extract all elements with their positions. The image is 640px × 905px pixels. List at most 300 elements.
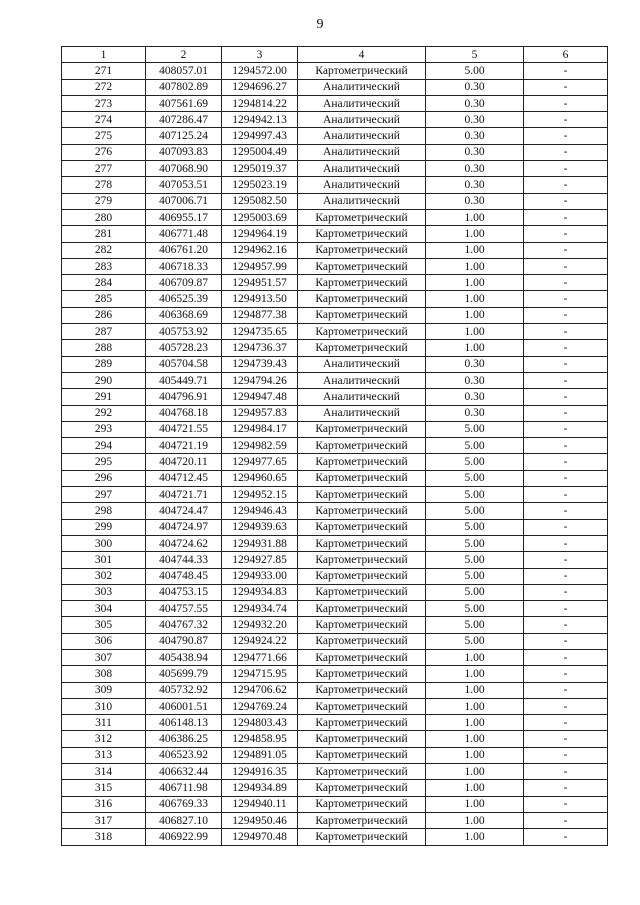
x-coordinate-cell: 407053.51 [146, 177, 222, 193]
y-coordinate-cell: 1295003.69 [222, 209, 298, 225]
point-number-cell: 293 [62, 421, 146, 437]
x-coordinate-cell: 404721.19 [146, 438, 222, 454]
accuracy-cell: 5.00 [426, 63, 524, 79]
y-coordinate-cell: 1294957.83 [222, 405, 298, 421]
point-number-cell: 281 [62, 226, 146, 242]
method-cell: Картометрический [298, 421, 426, 437]
y-coordinate-cell: 1294970.48 [222, 829, 298, 845]
method-cell: Картометрический [298, 698, 426, 714]
table-header-row [62, 47, 608, 63]
method-cell: Картометрический [298, 503, 426, 519]
table-row [62, 764, 608, 780]
accuracy-cell: 5.00 [426, 633, 524, 649]
accuracy-cell: 0.30 [426, 389, 524, 405]
point-number-cell: 303 [62, 584, 146, 600]
x-coordinate-cell: 407561.69 [146, 95, 222, 111]
note-cell: - [524, 666, 608, 682]
point-number-cell: 283 [62, 258, 146, 274]
method-cell: Аналитический [298, 356, 426, 372]
x-coordinate-cell: 407093.83 [146, 144, 222, 160]
note-cell: - [524, 144, 608, 160]
table-row [62, 552, 608, 568]
note-cell: - [524, 633, 608, 649]
y-coordinate-cell: 1294947.48 [222, 389, 298, 405]
accuracy-cell: 1.00 [426, 698, 524, 714]
x-coordinate-cell: 404744.33 [146, 552, 222, 568]
y-coordinate-cell: 1294932.20 [222, 617, 298, 633]
y-coordinate-cell: 1294736.37 [222, 340, 298, 356]
accuracy-cell: 1.00 [426, 209, 524, 225]
x-coordinate-cell: 404768.18 [146, 405, 222, 421]
x-coordinate-cell: 407802.89 [146, 79, 222, 95]
method-cell: Картометрический [298, 780, 426, 796]
accuracy-cell: 1.00 [426, 649, 524, 665]
y-coordinate-cell: 1294927.85 [222, 552, 298, 568]
point-number-cell: 297 [62, 487, 146, 503]
accuracy-cell: 0.30 [426, 112, 524, 128]
x-coordinate-cell: 404748.45 [146, 568, 222, 584]
accuracy-cell: 1.00 [426, 291, 524, 307]
note-cell: - [524, 324, 608, 340]
method-cell: Картометрический [298, 633, 426, 649]
method-cell: Картометрический [298, 682, 426, 698]
method-cell: Картометрический [298, 307, 426, 323]
method-cell: Картометрический [298, 747, 426, 763]
method-cell: Картометрический [298, 470, 426, 486]
point-number-cell: 285 [62, 291, 146, 307]
y-coordinate-cell: 1294739.43 [222, 356, 298, 372]
column-header-5: 5 [426, 47, 524, 63]
point-number-cell: 284 [62, 275, 146, 291]
accuracy-cell: 1.00 [426, 764, 524, 780]
accuracy-cell: 0.30 [426, 144, 524, 160]
accuracy-cell: 0.30 [426, 161, 524, 177]
accuracy-cell: 0.30 [426, 356, 524, 372]
accuracy-cell: 5.00 [426, 421, 524, 437]
method-cell: Картометрический [298, 226, 426, 242]
table-row [62, 307, 608, 323]
note-cell: - [524, 649, 608, 665]
y-coordinate-cell: 1294706.62 [222, 682, 298, 698]
table-row [62, 79, 608, 95]
y-coordinate-cell: 1294957.99 [222, 258, 298, 274]
y-coordinate-cell: 1294572.00 [222, 63, 298, 79]
table-row [62, 226, 608, 242]
y-coordinate-cell: 1294858.95 [222, 731, 298, 747]
note-cell: - [524, 177, 608, 193]
x-coordinate-cell: 405753.92 [146, 324, 222, 340]
method-cell: Картометрический [298, 568, 426, 584]
y-coordinate-cell: 1294964.19 [222, 226, 298, 242]
y-coordinate-cell: 1294984.17 [222, 421, 298, 437]
accuracy-cell: 1.00 [426, 275, 524, 291]
accuracy-cell: 5.00 [426, 535, 524, 551]
table-row [62, 275, 608, 291]
note-cell: - [524, 258, 608, 274]
table-row [62, 161, 608, 177]
note-cell: - [524, 812, 608, 828]
point-number-cell: 288 [62, 340, 146, 356]
point-number-cell: 277 [62, 161, 146, 177]
accuracy-cell: 1.00 [426, 812, 524, 828]
table-row [62, 372, 608, 388]
point-number-cell: 296 [62, 470, 146, 486]
accuracy-cell: 0.30 [426, 79, 524, 95]
accuracy-cell: 1.00 [426, 258, 524, 274]
accuracy-cell: 0.30 [426, 177, 524, 193]
note-cell: - [524, 128, 608, 144]
method-cell: Аналитический [298, 161, 426, 177]
accuracy-cell: 1.00 [426, 731, 524, 747]
method-cell: Аналитический [298, 144, 426, 160]
accuracy-cell: 1.00 [426, 242, 524, 258]
accuracy-cell: 1.00 [426, 666, 524, 682]
point-number-cell: 294 [62, 438, 146, 454]
x-coordinate-cell: 404790.87 [146, 633, 222, 649]
x-coordinate-cell: 406525.39 [146, 291, 222, 307]
note-cell: - [524, 95, 608, 111]
point-number-cell: 271 [62, 63, 146, 79]
x-coordinate-cell: 404712.45 [146, 470, 222, 486]
note-cell: - [524, 112, 608, 128]
accuracy-cell: 5.00 [426, 454, 524, 470]
method-cell: Картометрический [298, 601, 426, 617]
y-coordinate-cell: 1294934.83 [222, 584, 298, 600]
accuracy-cell: 1.00 [426, 747, 524, 763]
point-number-cell: 298 [62, 503, 146, 519]
note-cell: - [524, 356, 608, 372]
table-row [62, 633, 608, 649]
table-row [62, 438, 608, 454]
x-coordinate-cell: 406711.98 [146, 780, 222, 796]
table-row [62, 421, 608, 437]
accuracy-cell: 0.30 [426, 372, 524, 388]
column-header-4: 4 [298, 47, 426, 63]
accuracy-cell: 5.00 [426, 503, 524, 519]
method-cell: Картометрический [298, 552, 426, 568]
method-cell: Картометрический [298, 584, 426, 600]
note-cell: - [524, 698, 608, 714]
y-coordinate-cell: 1294940.11 [222, 796, 298, 812]
y-coordinate-cell: 1294814.22 [222, 95, 298, 111]
y-coordinate-cell: 1294997.43 [222, 128, 298, 144]
accuracy-cell: 1.00 [426, 226, 524, 242]
point-number-cell: 278 [62, 177, 146, 193]
table-row [62, 666, 608, 682]
y-coordinate-cell: 1294946.43 [222, 503, 298, 519]
method-cell: Картометрический [298, 829, 426, 845]
point-number-cell: 315 [62, 780, 146, 796]
point-number-cell: 306 [62, 633, 146, 649]
note-cell: - [524, 307, 608, 323]
x-coordinate-cell: 406955.17 [146, 209, 222, 225]
point-number-cell: 302 [62, 568, 146, 584]
accuracy-cell: 0.30 [426, 193, 524, 209]
y-coordinate-cell: 1294794.26 [222, 372, 298, 388]
x-coordinate-cell: 406922.99 [146, 829, 222, 845]
note-cell: - [524, 372, 608, 388]
x-coordinate-cell: 406523.92 [146, 747, 222, 763]
x-coordinate-cell: 405699.79 [146, 666, 222, 682]
column-header-3: 3 [222, 47, 298, 63]
table-row [62, 324, 608, 340]
y-coordinate-cell: 1294977.65 [222, 454, 298, 470]
table-row [62, 568, 608, 584]
point-number-cell: 304 [62, 601, 146, 617]
table-row [62, 584, 608, 600]
table-row [62, 682, 608, 698]
table-body [62, 63, 608, 845]
y-coordinate-cell: 1294696.27 [222, 79, 298, 95]
accuracy-cell: 5.00 [426, 487, 524, 503]
point-number-cell: 295 [62, 454, 146, 470]
note-cell: - [524, 63, 608, 79]
method-cell: Аналитический [298, 193, 426, 209]
accuracy-cell: 5.00 [426, 470, 524, 486]
table-row [62, 812, 608, 828]
x-coordinate-cell: 404720.11 [146, 454, 222, 470]
x-coordinate-cell: 407068.90 [146, 161, 222, 177]
point-number-cell: 287 [62, 324, 146, 340]
note-cell: - [524, 780, 608, 796]
point-number-cell: 273 [62, 95, 146, 111]
accuracy-cell: 0.30 [426, 128, 524, 144]
note-cell: - [524, 829, 608, 845]
table-row [62, 291, 608, 307]
y-coordinate-cell: 1294933.00 [222, 568, 298, 584]
x-coordinate-cell: 405732.92 [146, 682, 222, 698]
y-coordinate-cell: 1294916.35 [222, 764, 298, 780]
method-cell: Аналитический [298, 95, 426, 111]
note-cell: - [524, 764, 608, 780]
method-cell: Картометрический [298, 796, 426, 812]
accuracy-cell: 5.00 [426, 584, 524, 600]
table-row [62, 95, 608, 111]
table-row [62, 144, 608, 160]
accuracy-cell: 1.00 [426, 796, 524, 812]
method-cell: Аналитический [298, 372, 426, 388]
accuracy-cell: 1.00 [426, 682, 524, 698]
table-row [62, 715, 608, 731]
note-cell: - [524, 796, 608, 812]
table-row [62, 193, 608, 209]
y-coordinate-cell: 1294715.95 [222, 666, 298, 682]
method-cell: Картометрический [298, 617, 426, 633]
method-cell: Картометрический [298, 519, 426, 535]
note-cell: - [524, 242, 608, 258]
y-coordinate-cell: 1294952.15 [222, 487, 298, 503]
note-cell: - [524, 617, 608, 633]
table-row [62, 454, 608, 470]
table-row [62, 340, 608, 356]
table-row [62, 780, 608, 796]
table-row [62, 487, 608, 503]
y-coordinate-cell: 1294891.05 [222, 747, 298, 763]
x-coordinate-cell: 406771.48 [146, 226, 222, 242]
x-coordinate-cell: 404753.15 [146, 584, 222, 600]
method-cell: Аналитический [298, 389, 426, 405]
y-coordinate-cell: 1295082.50 [222, 193, 298, 209]
column-header-6: 6 [524, 47, 608, 63]
note-cell: - [524, 405, 608, 421]
method-cell: Картометрический [298, 715, 426, 731]
note-cell: - [524, 454, 608, 470]
method-cell: Аналитический [298, 79, 426, 95]
method-cell: Картометрический [298, 438, 426, 454]
x-coordinate-cell: 406769.33 [146, 796, 222, 812]
method-cell: Аналитический [298, 128, 426, 144]
method-cell: Картометрический [298, 731, 426, 747]
y-coordinate-cell: 1294769.24 [222, 698, 298, 714]
method-cell: Картометрический [298, 487, 426, 503]
point-number-cell: 276 [62, 144, 146, 160]
method-cell: Картометрический [298, 258, 426, 274]
point-number-cell: 308 [62, 666, 146, 682]
y-coordinate-cell: 1294950.46 [222, 812, 298, 828]
point-number-cell: 314 [62, 764, 146, 780]
x-coordinate-cell: 405449.71 [146, 372, 222, 388]
method-cell: Картометрический [298, 340, 426, 356]
method-cell: Картометрический [298, 291, 426, 307]
accuracy-cell: 5.00 [426, 438, 524, 454]
note-cell: - [524, 470, 608, 486]
method-cell: Картометрический [298, 764, 426, 780]
y-coordinate-cell: 1294771.66 [222, 649, 298, 665]
x-coordinate-cell: 406709.87 [146, 275, 222, 291]
point-number-cell: 307 [62, 649, 146, 665]
method-cell: Картометрический [298, 535, 426, 551]
table-row [62, 389, 608, 405]
table-row [62, 698, 608, 714]
accuracy-cell: 1.00 [426, 715, 524, 731]
coordinates-table [61, 46, 608, 846]
y-coordinate-cell: 1294913.50 [222, 291, 298, 307]
note-cell: - [524, 568, 608, 584]
y-coordinate-cell: 1295004.49 [222, 144, 298, 160]
method-cell: Картометрический [298, 666, 426, 682]
accuracy-cell: 0.30 [426, 405, 524, 421]
note-cell: - [524, 552, 608, 568]
method-cell: Аналитический [298, 112, 426, 128]
table-row [62, 535, 608, 551]
table-row [62, 519, 608, 535]
point-number-cell: 274 [62, 112, 146, 128]
y-coordinate-cell: 1294934.89 [222, 780, 298, 796]
table-row [62, 242, 608, 258]
x-coordinate-cell: 404721.55 [146, 421, 222, 437]
note-cell: - [524, 209, 608, 225]
note-cell: - [524, 193, 608, 209]
x-coordinate-cell: 405704.58 [146, 356, 222, 372]
y-coordinate-cell: 1294982.59 [222, 438, 298, 454]
table-row [62, 731, 608, 747]
method-cell: Аналитический [298, 405, 426, 421]
note-cell: - [524, 731, 608, 747]
x-coordinate-cell: 404721.71 [146, 487, 222, 503]
accuracy-cell: 1.00 [426, 340, 524, 356]
y-coordinate-cell: 1295023.19 [222, 177, 298, 193]
x-coordinate-cell: 407006.71 [146, 193, 222, 209]
accuracy-cell: 1.00 [426, 324, 524, 340]
table-row [62, 829, 608, 845]
table-row [62, 177, 608, 193]
note-cell: - [524, 535, 608, 551]
y-coordinate-cell: 1294924.22 [222, 633, 298, 649]
note-cell: - [524, 438, 608, 454]
point-number-cell: 312 [62, 731, 146, 747]
point-number-cell: 286 [62, 307, 146, 323]
method-cell: Картометрический [298, 275, 426, 291]
point-number-cell: 311 [62, 715, 146, 731]
x-coordinate-cell: 406001.51 [146, 698, 222, 714]
point-number-cell: 290 [62, 372, 146, 388]
y-coordinate-cell: 1294934.74 [222, 601, 298, 617]
point-number-cell: 310 [62, 698, 146, 714]
point-number-cell: 317 [62, 812, 146, 828]
note-cell: - [524, 421, 608, 437]
note-cell: - [524, 161, 608, 177]
table-row [62, 601, 608, 617]
x-coordinate-cell: 404767.32 [146, 617, 222, 633]
x-coordinate-cell: 406632.44 [146, 764, 222, 780]
y-coordinate-cell: 1294962.16 [222, 242, 298, 258]
x-coordinate-cell: 407286.47 [146, 112, 222, 128]
x-coordinate-cell: 404796.91 [146, 389, 222, 405]
x-coordinate-cell: 405438.94 [146, 649, 222, 665]
method-cell: Картометрический [298, 649, 426, 665]
note-cell: - [524, 601, 608, 617]
accuracy-cell: 1.00 [426, 829, 524, 845]
table-row [62, 617, 608, 633]
note-cell: - [524, 340, 608, 356]
point-number-cell: 301 [62, 552, 146, 568]
note-cell: - [524, 519, 608, 535]
x-coordinate-cell: 405728.23 [146, 340, 222, 356]
accuracy-cell: 0.30 [426, 95, 524, 111]
note-cell: - [524, 79, 608, 95]
point-number-cell: 299 [62, 519, 146, 535]
note-cell: - [524, 682, 608, 698]
x-coordinate-cell: 406761.20 [146, 242, 222, 258]
table-row [62, 63, 608, 79]
table-row [62, 747, 608, 763]
x-coordinate-cell: 404724.97 [146, 519, 222, 535]
point-number-cell: 309 [62, 682, 146, 698]
y-coordinate-cell: 1294951.57 [222, 275, 298, 291]
accuracy-cell: 1.00 [426, 307, 524, 323]
point-number-cell: 280 [62, 209, 146, 225]
point-number-cell: 279 [62, 193, 146, 209]
accuracy-cell: 5.00 [426, 617, 524, 633]
method-cell: Аналитический [298, 177, 426, 193]
x-coordinate-cell: 406368.69 [146, 307, 222, 323]
x-coordinate-cell: 408057.01 [146, 63, 222, 79]
method-cell: Картометрический [298, 63, 426, 79]
x-coordinate-cell: 404724.47 [146, 503, 222, 519]
y-coordinate-cell: 1295019.37 [222, 161, 298, 177]
y-coordinate-cell: 1294877.38 [222, 307, 298, 323]
method-cell: Картометрический [298, 324, 426, 340]
page-number: 9 [316, 17, 324, 32]
note-cell: - [524, 226, 608, 242]
accuracy-cell: 5.00 [426, 552, 524, 568]
note-cell: - [524, 291, 608, 307]
y-coordinate-cell: 1294942.13 [222, 112, 298, 128]
note-cell: - [524, 487, 608, 503]
y-coordinate-cell: 1294931.88 [222, 535, 298, 551]
note-cell: - [524, 747, 608, 763]
point-number-cell: 300 [62, 535, 146, 551]
